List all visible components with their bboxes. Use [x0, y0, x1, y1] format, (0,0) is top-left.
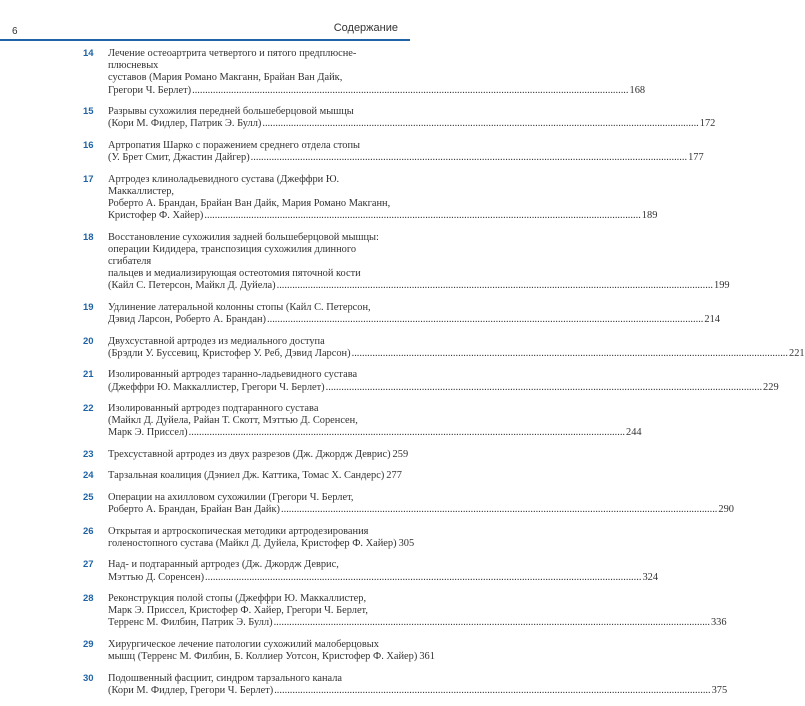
entry-line: Подошвенный фасциит, синдром тарзального канала [108, 672, 343, 684]
dot-leader [277, 280, 713, 292]
entry-line: Над- и подтаранный артродез (Дж. Джордж Деврис, [108, 559, 339, 571]
entry-last-line [108, 427, 642, 439]
dot-leader [251, 152, 687, 164]
entry-tail: Грегори Ч. Берлет) [108, 84, 192, 96]
page-ref: 324 [642, 571, 659, 583]
entry-tail: голеностопного сустава (Майкл Д. Дуйела, Кристофер Ф. Хайер) [108, 537, 397, 549]
page-ref: 290 [718, 504, 734, 516]
dot-leader [352, 348, 788, 360]
toc-entry[interactable] [0, 491, 734, 516]
entry-last-line [108, 470, 402, 482]
entry-last-line [108, 84, 646, 97]
chapter-number: 19 [83, 301, 94, 313]
entry-line: Изолированный артродез таранно-ладьевидного сустава [108, 369, 358, 381]
entry-tail: (Джеффри Ю. Маккаллистер, Грегори Ч. Берлет) [108, 381, 325, 393]
dot-leader [192, 85, 628, 97]
entry-line: Марк Э. Приссел, Кристофер Ф. Хайер, Грегори Ч. Берлет, [108, 605, 368, 617]
chapter-number: 17 [83, 173, 94, 185]
dot-leader [204, 210, 640, 222]
chapter-number: 28 [83, 593, 94, 605]
dot-leader [326, 382, 762, 394]
entry-tail: (Брэдли У. Буссевиц, Кристофер У. Реб, Дэвид Ларсон) [108, 347, 351, 359]
entry-tail: (Кори М. Фидлер, Грегори Ч. Берлет) [108, 684, 274, 696]
page-number: 6 [12, 26, 18, 37]
chapter-number: 22 [83, 403, 94, 415]
dot-leader [189, 427, 625, 439]
entry-line: Операции на ахилловом сухожилии (Грегори Ч. Берлет, [108, 491, 354, 503]
entry-line: Лечение остеоартрита четвертого и пятого предплюсне-плюсневых [108, 48, 357, 72]
entry-line: Реконструкция полой стопы (Джеффри Ю. Маккаллистер, [108, 593, 367, 605]
entry-last-line [108, 571, 659, 584]
dot-leader [281, 504, 717, 516]
entry-last-line [108, 210, 658, 222]
chapter-number: 27 [83, 559, 94, 571]
page-ref: 361 [419, 651, 435, 663]
section-title: Содержание [333, 22, 398, 34]
dot-leader [262, 118, 698, 130]
entry-line: пальцев и медиализирующая остеотомия пяточной кости [108, 268, 361, 280]
page-ref: 244 [626, 427, 642, 439]
entry-tail: (Кори М. Фидлер, Патрик Э. Булл) [108, 118, 262, 130]
toc-entry[interactable] [0, 106, 716, 130]
entry-line: Артропатия Шарко с поражением среднего отдела стопы [108, 139, 360, 151]
chapter-number: 21 [83, 369, 94, 381]
entry-last-line [108, 651, 435, 663]
entry-line: Разрывы сухожилия передней большеберцовой мышцы [108, 106, 354, 118]
page-ref: 168 [629, 84, 646, 96]
entry-tail: Терренс М. Филбин, Патрик Э. Булл) [108, 617, 273, 629]
entry-line: (Майкл Д. Дуйела, Райан Т. Скотт, Мэттью Д. Соренсен, [108, 415, 358, 427]
chapter-number: 16 [83, 139, 94, 151]
entry-tail: Тарзальная коалиция (Дэниел Дж. Каттика, Томас Х. Сандерс) [108, 470, 385, 482]
entry-tail: мышц (Терренс М. Филбин, Б. Коллиер Уотсон, Кристофер Ф. Хайер) [108, 651, 418, 663]
entry-tail: Мэттью Д. Соренсен) [108, 571, 205, 583]
entry-tail: Трехсуставной артродез из двух разрезов (Дж. Джордж Деврис) [108, 448, 391, 460]
entry-last-line [108, 504, 734, 516]
entry-line: Изолированный артродез подтаранного сустава [108, 403, 319, 415]
entry-line: Роберто А. Брандан, Брайан Ван Дайк, Мария Романо Макганн, [108, 197, 391, 209]
entry-line: Удлинение латеральной колонны стопы (Кайл С. Петерсон, [108, 301, 371, 313]
page-ref: 172 [699, 118, 716, 130]
chapter-number: 25 [83, 491, 94, 503]
entry-line: операции Кидидера, транспозиция сухожилия длинного сгибателя [108, 243, 357, 268]
toc-entry[interactable] [0, 369, 779, 393]
entry-last-line [108, 537, 415, 550]
toc-entry[interactable] [0, 301, 720, 326]
dot-leader [205, 572, 641, 584]
dot-leader [274, 617, 710, 629]
toc-entry[interactable] [0, 139, 704, 164]
page-ref: 336 [710, 617, 727, 629]
entry-line: Хирургическое лечение патологии сухожилий малоберцовых [108, 638, 379, 650]
toc-entry[interactable] [0, 335, 805, 360]
entry-tail: Роберто А. Брандан, Брайан Ван Дайк) [108, 504, 280, 516]
entry-last-line [108, 347, 805, 360]
toc-entry[interactable] [0, 48, 646, 97]
dot-leader [274, 685, 710, 697]
chapter-number: 15 [83, 106, 94, 118]
page-ref: 214 [704, 314, 720, 326]
page-ref: 199 [714, 280, 730, 292]
header-rule [0, 39, 410, 41]
chapter-number: 29 [83, 638, 94, 650]
toc-entry[interactable] [0, 559, 659, 583]
entry-last-line [108, 448, 409, 461]
entry-last-line [108, 617, 727, 629]
page-ref: 189 [641, 210, 658, 222]
toc-entry[interactable] [0, 231, 730, 293]
toc-entry[interactable] [0, 173, 658, 223]
toc-entry[interactable] [0, 525, 415, 550]
chapter-number: 18 [83, 231, 94, 243]
page-header [0, 0, 410, 40]
dot-leader [267, 314, 703, 326]
entry-line: Открытая и артроскопическая методики артродезирования [108, 525, 369, 537]
entry-line: Артродез клиноладьевидного сустава (Джеффри Ю. Маккаллистер, [108, 173, 340, 197]
chapter-number: 24 [83, 470, 94, 482]
chapter-number: 14 [83, 48, 94, 59]
chapter-number: 26 [83, 525, 94, 537]
toc-entry[interactable] [0, 403, 642, 440]
chapter-number: 20 [83, 335, 94, 347]
table-of-contents [0, 48, 805, 706]
entry-tail: Кристофер Ф. Хайер) [108, 210, 204, 222]
entry-last-line [108, 381, 779, 394]
entry-last-line [108, 684, 728, 697]
entry-last-line [108, 314, 720, 326]
entry-line: суставов (Мария Романо Макганн, Брайан Ван Дайк, [108, 72, 343, 84]
chapter-number: 30 [83, 672, 94, 684]
page-ref: 277 [386, 470, 402, 482]
entry-tail: (У. Брет Смит, Джастин Дайгер) [108, 152, 250, 164]
chapter-number: 23 [83, 448, 94, 460]
page-ref: 375 [711, 684, 728, 696]
entry-line: Восстановление сухожилия задней большеберцовой мышцы: [108, 231, 379, 243]
entry-tail: Марк Э. Приссел) [108, 427, 188, 439]
entry-line: Двухсуставной артродез из медиального доступа [108, 335, 325, 347]
page-ref: 229 [763, 381, 779, 393]
page-ref: 177 [688, 152, 704, 164]
toc-entry[interactable] [0, 449, 410, 461]
entry-last-line [108, 152, 704, 164]
page-ref: 259 [392, 448, 409, 460]
page-ref: 305 [398, 537, 415, 549]
entry-last-line [108, 280, 730, 292]
toc-entry[interactable] [0, 470, 410, 482]
toc-entry[interactable] [0, 638, 435, 663]
toc-entry[interactable] [0, 593, 727, 630]
entry-tail: Дэвид Ларсон, Роберто А. Брандан) [108, 314, 266, 326]
entry-last-line [108, 118, 716, 130]
toc-entry[interactable] [0, 672, 728, 697]
entry-tail: (Кайл С. Петерсон, Майкл Д. Дуйела) [108, 280, 276, 292]
page-ref: 221 [789, 347, 805, 359]
